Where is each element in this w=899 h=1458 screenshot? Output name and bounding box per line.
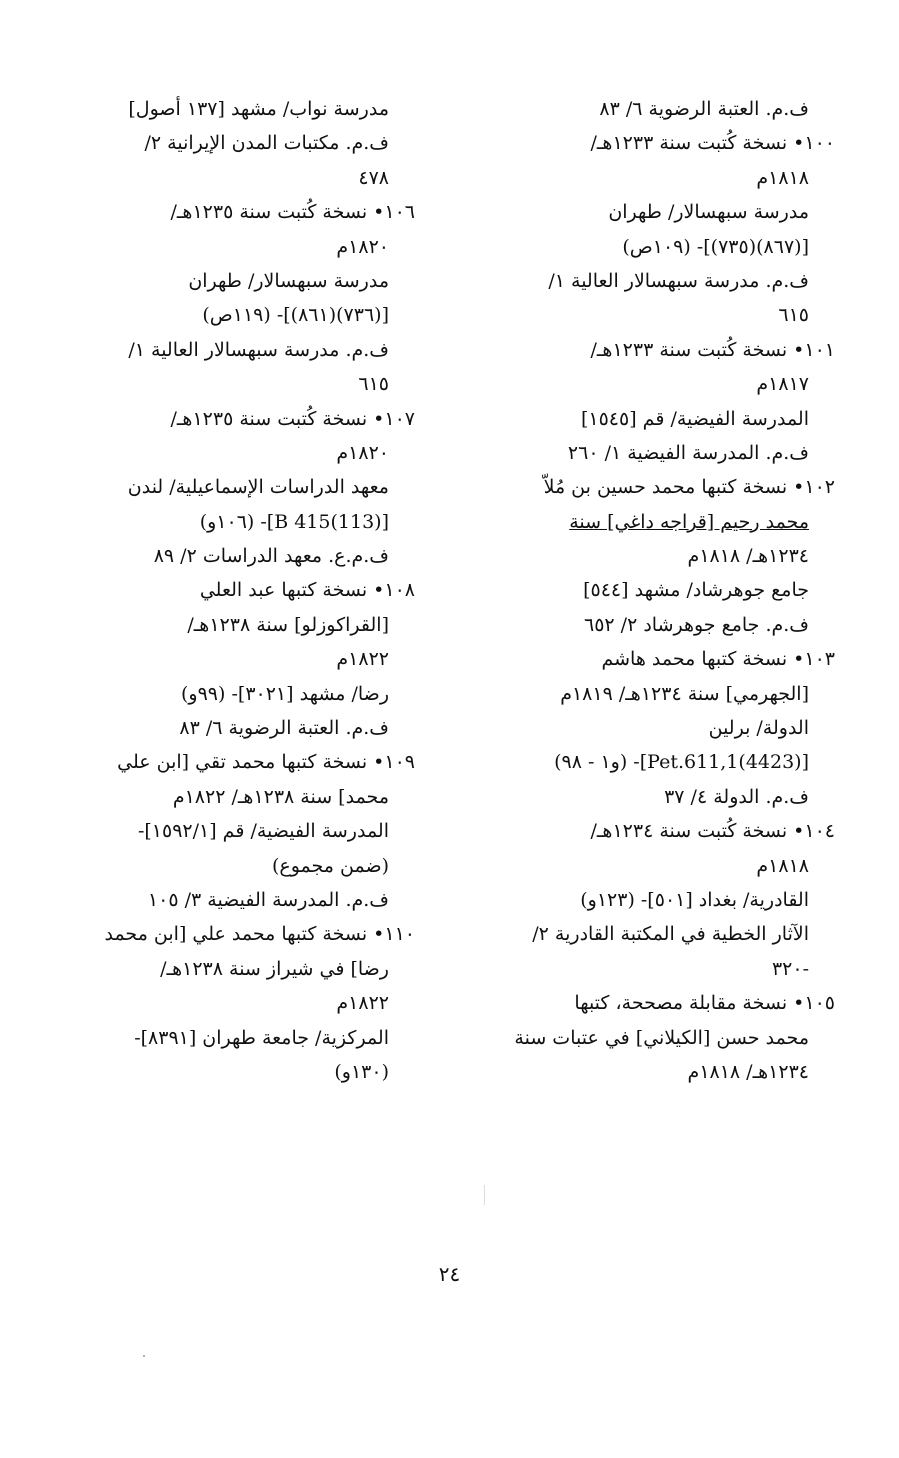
page-number: ٢٤: [438, 1262, 461, 1286]
text-line-content: [(113)B 415]- (١٠٦و): [199, 510, 389, 533]
text-line: [483, 367, 835, 401]
text-line: [483, 780, 835, 814]
text-line: [483, 573, 835, 607]
text-line-content: ١٨٢٠م: [336, 235, 389, 258]
text-line-content: مدرسة نواب/ مشهد [١٣٧ أصول]: [128, 98, 389, 120]
text-line: [93, 402, 415, 436]
text-line-content: ف.م. المدرسة الفيضية ١/ ٢٦٠: [567, 441, 809, 464]
text-line: [483, 161, 835, 195]
text-line-content: ف.م. مدرسة سبهسالار العالية ١/: [548, 269, 809, 292]
left-column: [93, 92, 415, 1089]
text-line: [483, 642, 835, 676]
text-line: [483, 711, 835, 745]
text-line-content: الآثار الخطية في المكتبة القادرية ٢/: [532, 923, 809, 946]
text-line-content: (١٣٠و): [334, 1060, 389, 1083]
text-line-content: ف.م. الدولة ٤/ ٣٧: [664, 785, 809, 808]
text-line: [93, 264, 415, 298]
text-line: [93, 126, 415, 160]
text-line-content: رضا] في شيراز سنة ١٢٣٨هـ/: [160, 957, 389, 980]
text-line-content: ف.م. مدرسة سبهسالار العالية ١/: [128, 338, 389, 361]
text-line-content: [الجهرمي] سنة ١٢٣٤هـ/ ١٨١٩م: [560, 682, 809, 705]
text-line: [93, 814, 415, 848]
text-line-content: ١٠٥• نسخة مقابلة مصححة، كتبها: [574, 992, 835, 1015]
text-line-content: ١٨٢٢م: [336, 992, 389, 1015]
text-line: [483, 814, 835, 848]
text-line-content: [(٧٣٦)(٨٦١)]- (١١٩ص): [202, 304, 389, 327]
text-line: [483, 92, 835, 126]
text-line: [483, 436, 835, 470]
text-line: [483, 677, 835, 711]
text-line-content: ف.م.ع. معهد الدراسات ٢/ ٨٩: [153, 545, 389, 568]
text-line-content: جامع جوهرشاد/ مشهد [٥٤٤]: [583, 579, 809, 602]
text-line: [93, 1055, 415, 1089]
text-line: [93, 642, 415, 676]
text-line: [483, 126, 835, 160]
text-line-content: (ضمن مجموع): [271, 854, 389, 877]
text-line: [483, 402, 835, 436]
text-line-content: ٦١٥: [358, 373, 389, 396]
text-line-content: ف.م. العتبة الرضوية ٦/ ٨٣: [179, 717, 389, 740]
scan-speck: [143, 1355, 145, 1357]
text-line: [93, 711, 415, 745]
text-line: [93, 161, 415, 195]
text-line: [483, 917, 835, 951]
text-line: [93, 986, 415, 1020]
text-line-content: ف.م. المدرسة الفيضية ٣/ ١٠٥: [147, 888, 389, 911]
text-line-content: ١٠٣• نسخة كتبها محمد هاشم: [601, 648, 835, 671]
text-line: [93, 367, 415, 401]
text-line: [483, 986, 835, 1020]
text-line-content: ١٨١٧م: [756, 373, 809, 396]
text-line-content: ٦١٥: [778, 304, 809, 327]
text-line-content: ١٨١٨م: [756, 854, 809, 877]
text-line-content: الدولة/ برلين: [708, 717, 809, 740]
text-line: [93, 573, 415, 607]
text-line-content: ١٠٦• نسخة كُتبت سنة ١٢٣٥هـ/: [170, 201, 415, 224]
text-line: [483, 195, 835, 229]
text-line: [93, 952, 415, 986]
text-line: [93, 505, 415, 539]
column-divider-mark: [484, 1185, 485, 1205]
text-line-content: ١٨٢٠م: [336, 441, 389, 464]
text-line-content: [القراكوزلو] سنة ١٢٣٨هـ/: [187, 613, 389, 636]
text-line: [93, 608, 415, 642]
text-line: [483, 745, 835, 779]
text-line-content: ١٠٧• نسخة كُتبت سنة ١٢٣٥هـ/: [170, 407, 415, 430]
text-line-content: ١٠٤• نسخة كُتبت سنة ١٢٣٤هـ/: [590, 820, 835, 843]
text-line: [483, 470, 835, 504]
text-line-content: رضا/ مشهد [٣٠٢١]- (٩٩و): [181, 682, 389, 705]
text-line-content: ١٠٢• نسخة كتبها محمد حسين بن مُلاّ: [543, 476, 835, 499]
text-line-content: محمد حسن [الكيلاني] في عتبات سنة: [514, 1026, 809, 1049]
text-line: [483, 333, 835, 367]
text-line-content: محمد] سنة ١٢٣٨هـ/ ١٨٢٢م: [172, 785, 389, 808]
text-line-content: ف.م. جامع جوهرشاد ٢/ ٦٥٢: [583, 613, 809, 636]
text-line-content: ١٠٠• نسخة كُتبت سنة ١٢٣٣هـ/: [590, 132, 835, 155]
text-line: [93, 92, 415, 126]
text-line-content: المدرسة الفيضية/ قم [١٥٤٥]: [580, 407, 809, 430]
text-line: [483, 608, 835, 642]
text-line-content: ١٠١• نسخة كُتبت سنة ١٢٣٣هـ/: [590, 338, 835, 361]
right-column: [483, 92, 835, 1089]
text-line-content: مدرسة سبهسالار/ طهران: [188, 269, 389, 292]
text-line: [93, 539, 415, 573]
text-line: [93, 298, 415, 332]
text-line-content: ١٢٣٤هـ/ ١٨١٨م: [687, 545, 809, 568]
text-line: [93, 333, 415, 367]
text-line: [483, 230, 835, 264]
text-line-content: ف.م. العتبة الرضوية ٦/ ٨٣: [599, 98, 809, 120]
text-line-content: المدرسة الفيضية/ قم [١٥٩٢/١]-: [137, 820, 389, 843]
text-line: [93, 917, 415, 951]
text-line: [93, 780, 415, 814]
text-line: [93, 883, 415, 917]
text-line: [483, 952, 835, 986]
text-line-content: ١٢٣٤هـ/ ١٨١٨م: [687, 1060, 809, 1083]
text-line-content: ٤٧٨: [358, 166, 389, 189]
text-line-content: ١٨٢٢م: [336, 648, 389, 671]
text-line: [93, 470, 415, 504]
text-line-content: [(4423)Pet.611,1]- (و١ - ٩٨): [554, 751, 809, 774]
text-line: [483, 298, 835, 332]
text-line-content: ١٠٨• نسخة كتبها عبد العلي: [199, 579, 415, 602]
text-line: [483, 264, 835, 298]
text-line: [483, 883, 835, 917]
text-line-content: ١٠٩• نسخة كتبها محمد تقي [ابن علي: [117, 751, 415, 774]
text-line-content: ١٨١٨م: [756, 166, 809, 189]
text-line-content: مدرسة سبهسالار/ طهران: [608, 201, 809, 224]
text-line: [483, 539, 835, 573]
text-line-content: [(٨٦٧)(٧٣٥)]- (١٠٩ص): [622, 235, 809, 258]
text-line: [93, 849, 415, 883]
text-line-content: المركزية/ جامعة طهران [٨٣٩١]-: [134, 1026, 389, 1049]
text-line-content: القادرية/ بغداد [٥٠١]- (١٢٣و): [580, 888, 809, 911]
text-line: [93, 677, 415, 711]
text-line: [483, 1055, 835, 1089]
text-line-content: ١١٠• نسخة كتبها محمد علي [ابن محمد: [104, 923, 415, 946]
text-line: [93, 230, 415, 264]
text-line: [93, 745, 415, 779]
text-line: [93, 195, 415, 229]
text-line-content: ف.م. مكتبات المدن الإيرانية ٢/: [144, 132, 389, 155]
text-line-content: محمد رحيم [قراجه داغي] سنة: [569, 510, 809, 533]
text-line: [93, 1021, 415, 1055]
text-line: [93, 436, 415, 470]
text-line: [483, 505, 835, 539]
text-line-content: معهد الدراسات الإسماعيلية/ لندن: [127, 476, 389, 499]
text-line: [483, 1021, 835, 1055]
text-line: [483, 849, 835, 883]
text-line-content: -٣٢٠: [771, 957, 809, 980]
